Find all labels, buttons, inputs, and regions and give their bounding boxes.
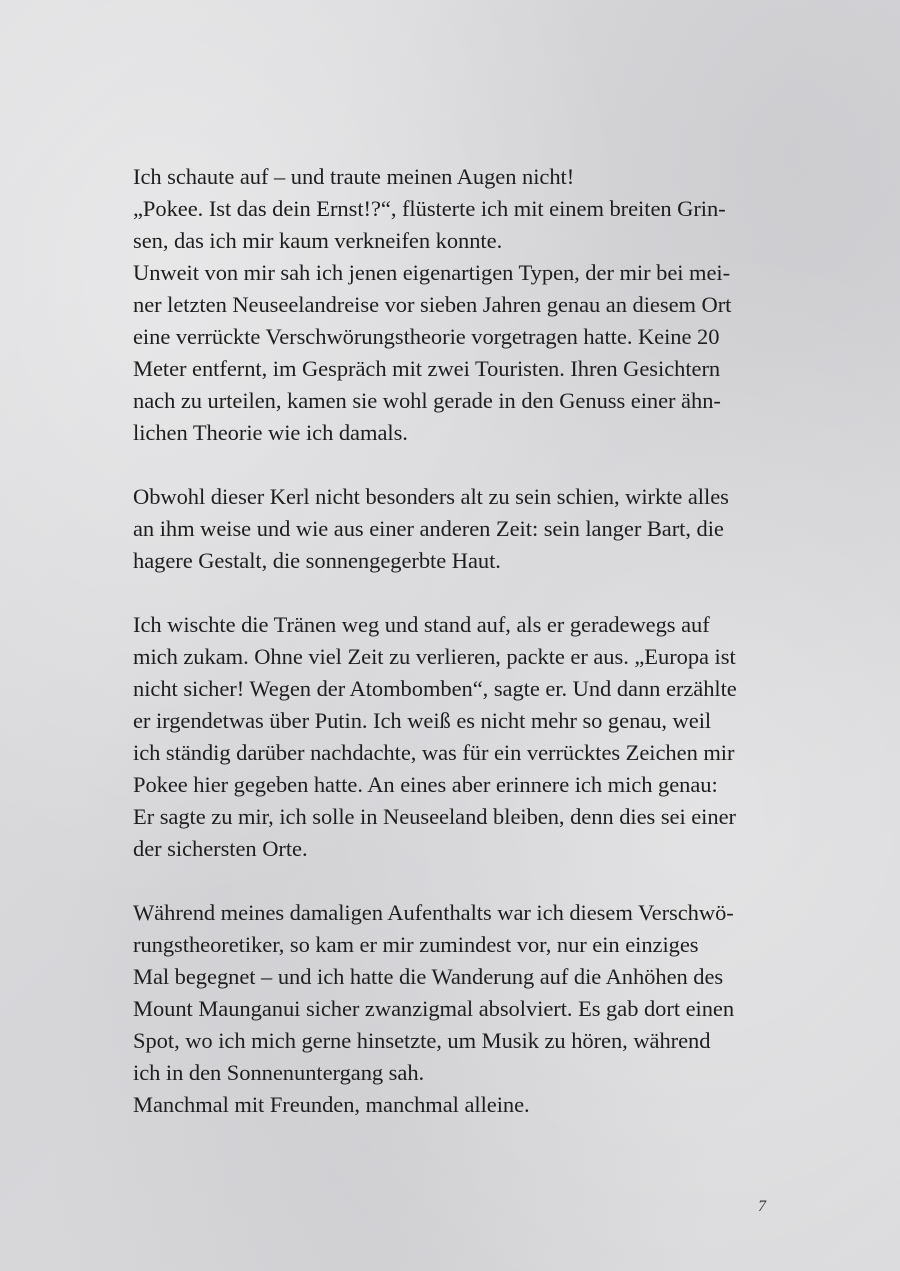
text-line: ner letzten Neuseelandreise vor sieben Jahren genau an diesem Ort (133, 292, 732, 317)
paragraph-2 (133, 481, 783, 577)
text-line: Obwohl dieser Kerl nicht besonders alt zu sein schien, wirkte alles (133, 484, 729, 509)
paragraph-3 (133, 609, 783, 865)
text-line: Spot, wo ich mich gerne hinsetzte, um Musik zu hören, während (133, 1028, 711, 1053)
text-line: hagere Gestalt, die sonnengegerbte Haut. (133, 548, 501, 573)
text-line: Manchmal mit Freunden, manchmal alleine. (133, 1092, 530, 1117)
paragraph-spacer (133, 449, 783, 481)
text-line: Mount Maunganui sicher zwanzigmal absolviert. Es gab dort einen (133, 996, 735, 1021)
text-line: Ich schaute auf – und traute meinen Augen nicht! (133, 164, 575, 189)
text-line: ich in den Sonnenuntergang sah. (133, 1060, 425, 1085)
text-line: nicht sicher! Wegen der Atombomben“, sagte er. Und dann erzählte (133, 676, 737, 701)
text-line: Ich wischte die Tränen weg und stand auf, als er geradewegs auf (133, 612, 710, 637)
page-number: 7 (758, 1198, 766, 1215)
text-line: mich zukam. Ohne viel Zeit zu verlieren, packte er aus. „Europa ist (133, 644, 736, 669)
body-text (133, 161, 783, 1121)
text-line: er irgendetwas über Putin. Ich weiß es nicht mehr so genau, weil (133, 708, 712, 733)
paragraph-4 (133, 897, 783, 1121)
text-line: Mal begegnet – und ich hatte die Wanderung auf die Anhöhen des (133, 964, 724, 989)
text-line: eine verrückte Verschwörungstheorie vorgetragen hatte. Keine 20 (133, 324, 720, 349)
text-line: Er sagte zu mir, ich solle in Neuseeland bleiben, denn dies sei einer (133, 804, 736, 829)
paragraph-1 (133, 161, 783, 449)
paragraph-spacer (133, 865, 783, 897)
text-line: der sichersten Orte. (133, 836, 308, 861)
text-line: an ihm weise und wie aus einer anderen Zeit: sein langer Bart, die (133, 516, 724, 541)
text-line: „Pokee. Ist das dein Ernst!?“, flüsterte ich mit einem breiten Grin- (133, 196, 726, 221)
text-line: lichen Theorie wie ich damals. (133, 420, 408, 445)
text-line: Während meines damaligen Aufenthalts war ich diesem Verschwö- (133, 900, 734, 925)
text-line: sen, das ich mir kaum verkneifen konnte. (133, 228, 503, 253)
text-line: ich ständig darüber nachdachte, was für ein verrücktes Zeichen mir (133, 740, 735, 765)
text-line: Unweit von mir sah ich jenen eigenartigen Typen, der mir bei mei- (133, 260, 731, 285)
text-line: rungstheoretiker, so kam er mir zumindest vor, nur ein einziges (133, 932, 699, 957)
text-line: Pokee hier gegeben hatte. An eines aber erinnere ich mich genau: (133, 772, 718, 797)
text-line: nach zu urteilen, kamen sie wohl gerade in den Genuss einer ähn- (133, 388, 721, 413)
text-line: Meter entfernt, im Gespräch mit zwei Touristen. Ihren Gesichtern (133, 356, 721, 381)
paragraph-spacer (133, 577, 783, 609)
